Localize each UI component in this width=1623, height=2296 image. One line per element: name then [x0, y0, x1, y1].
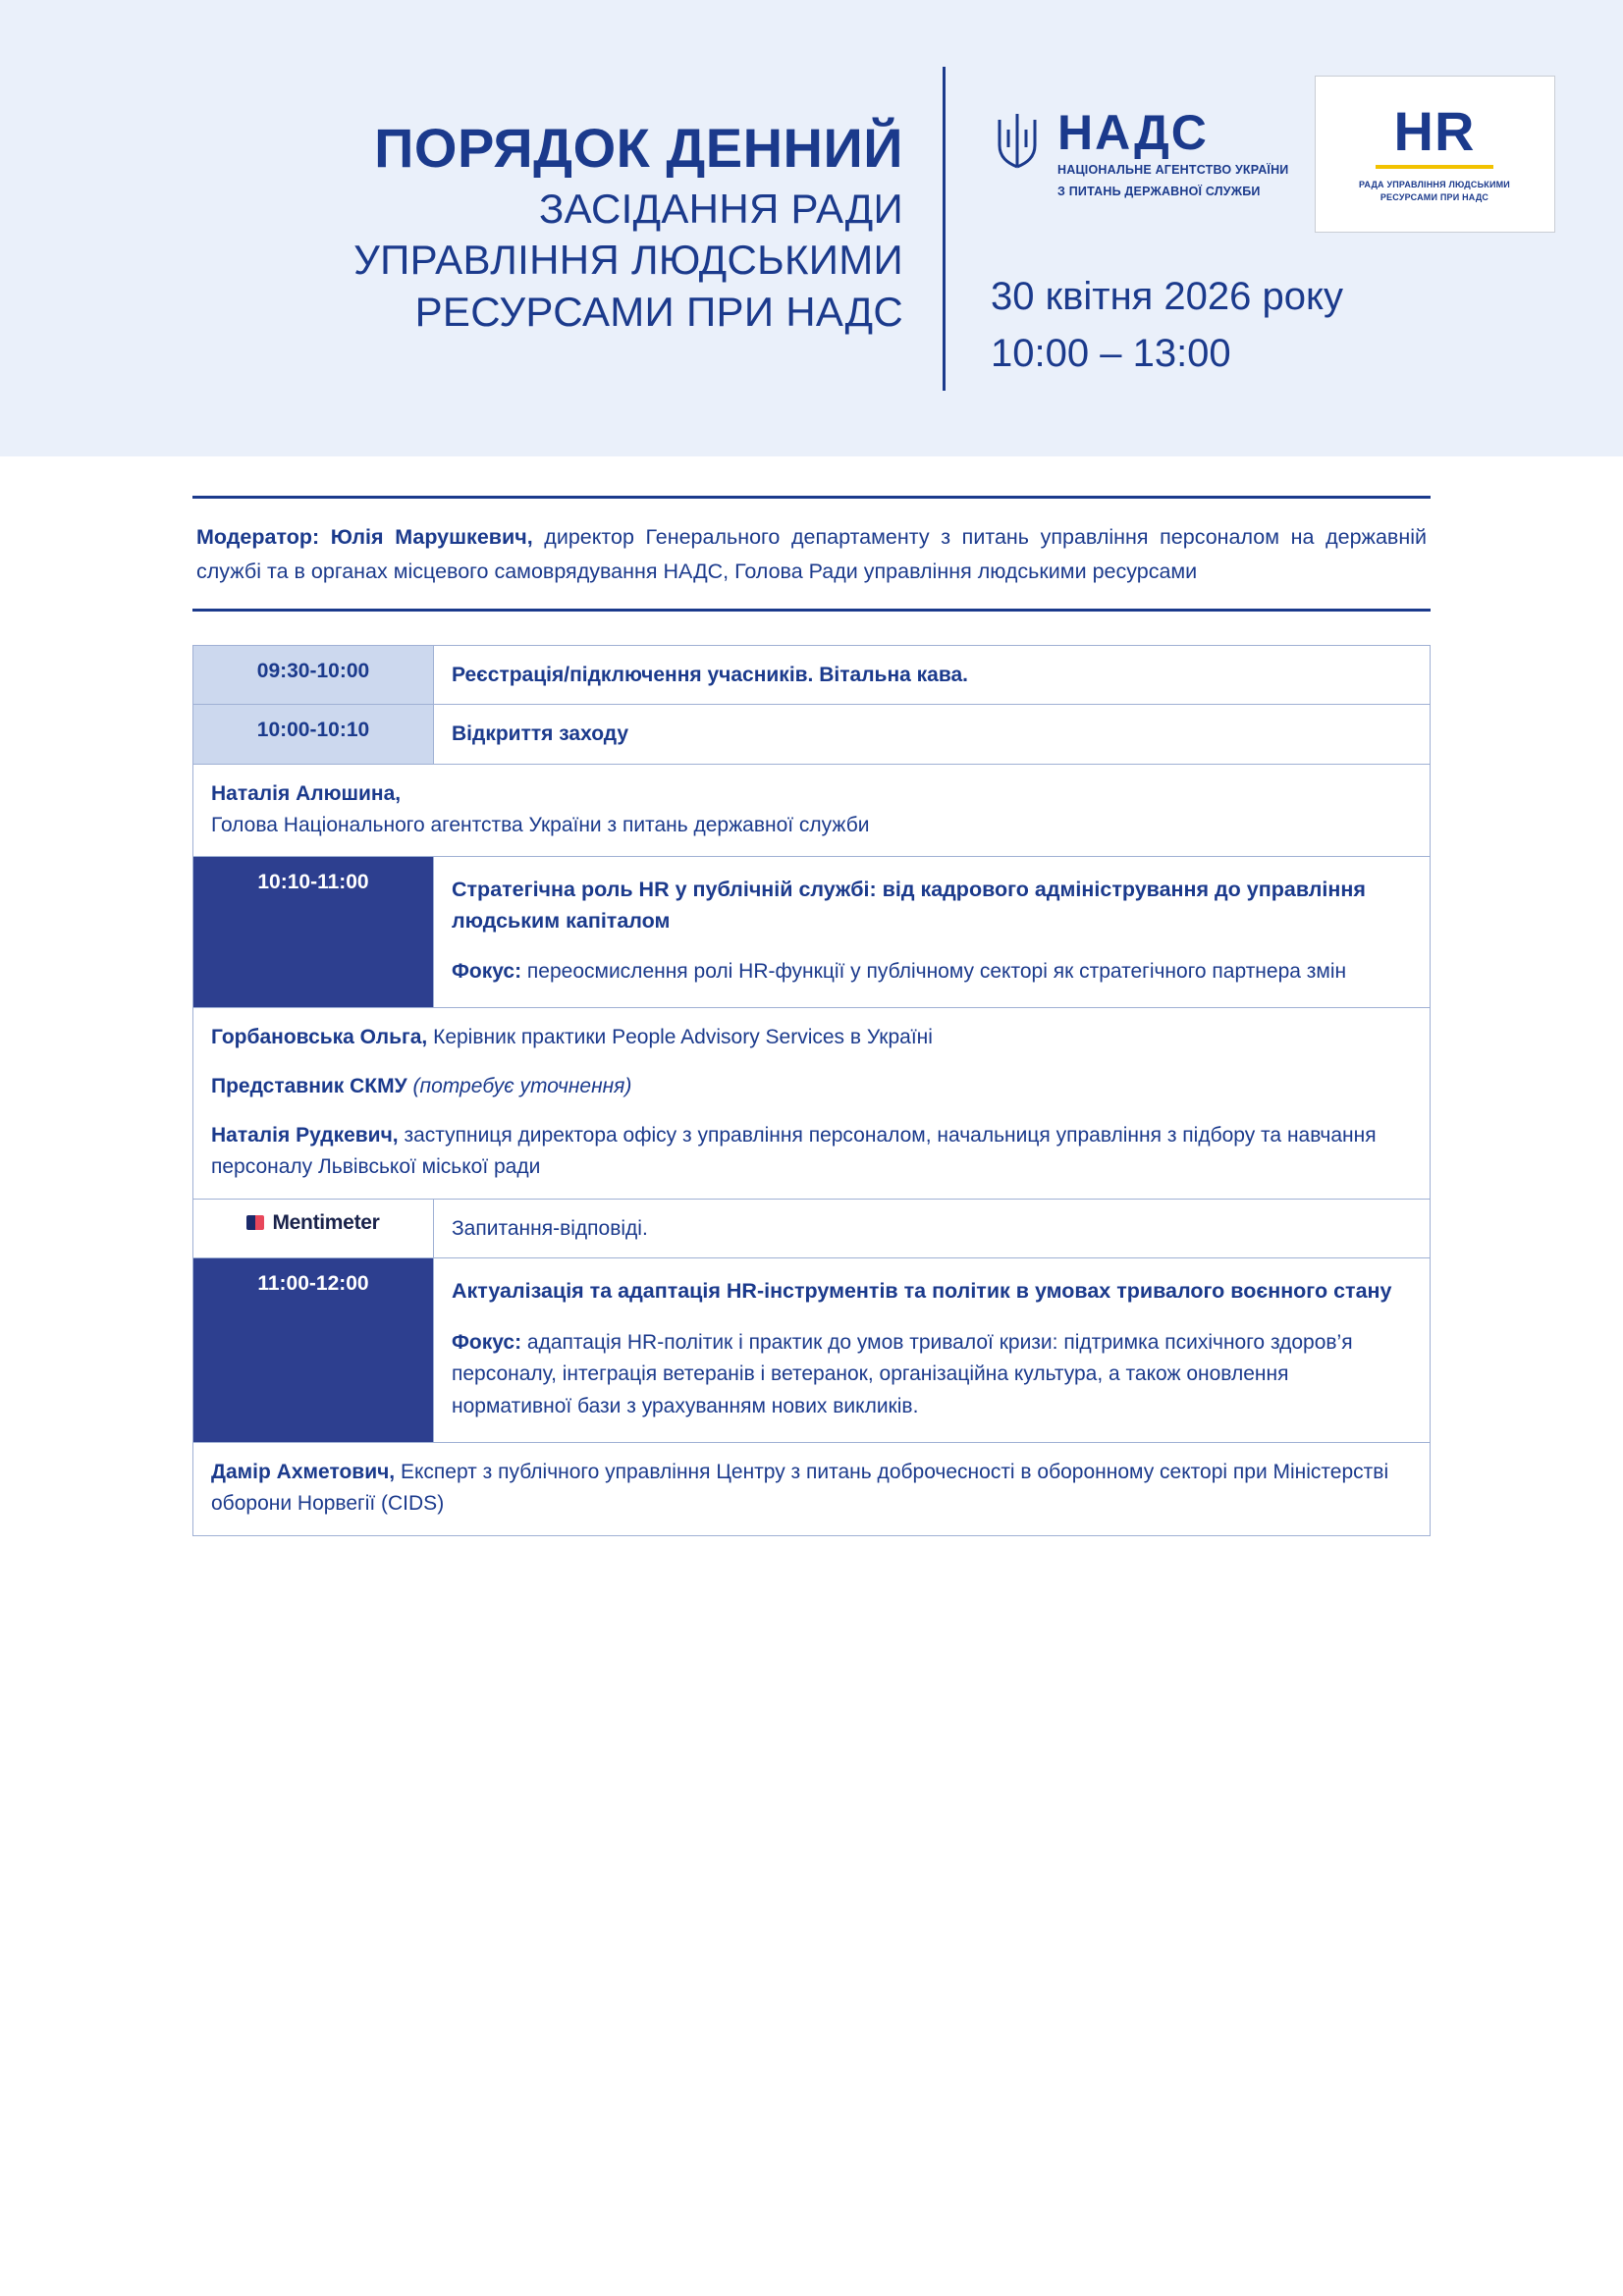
bottom-rule [192, 609, 1431, 612]
table-row [193, 645, 1431, 705]
nads-fullname-line2: З ПИТАНЬ ДЕРЖАВНОЇ СЛУЖБИ [1057, 184, 1261, 198]
hr-logo-sub-line2: РЕСУРСАМИ ПРИ НАДС [1380, 191, 1489, 202]
table-row [193, 1199, 1431, 1258]
table-row [193, 857, 1431, 1008]
agenda-description: Відкриття заходу [434, 705, 1431, 765]
header-inner [0, 67, 1623, 391]
page-subtitle-line2: УПРАВЛІННЯ ЛЮДСЬКИМИ [353, 237, 903, 284]
page-title: ПОРЯДОК ДЕННИЙ [374, 116, 903, 179]
agenda-time: 10:00-10:10 [193, 705, 434, 765]
page-content [0, 456, 1623, 1536]
moderator-block [192, 499, 1431, 609]
page-subtitle-line3: РЕСУРСАМИ ПРИ НАДС [414, 288, 903, 335]
speaker-entry [193, 1443, 1431, 1536]
nads-fullname-line1: НАЦІОНАЛЬНЕ АГЕНТСТВО УКРАЇНИ [1057, 162, 1289, 177]
logo-row [991, 76, 1564, 233]
speaker-name: Представник СКМУ [211, 1075, 407, 1098]
table-row [193, 1443, 1431, 1536]
list-item [211, 1071, 1412, 1102]
hr-logo-sub-line1: РАДА УПРАВЛІННЯ ЛЮДСЬКИМИ [1359, 179, 1510, 189]
table-row [193, 1258, 1431, 1443]
hr-monogram: HR [1393, 99, 1476, 162]
agenda-description: Реєстрація/підключення учасників. Вітальна кава. [434, 645, 1431, 705]
speaker-name: Наталія Рудкевич, [211, 1124, 399, 1148]
nads-logo [991, 104, 1289, 200]
hr-logo-underline [1376, 165, 1493, 169]
agenda-description: Запитання-відповіді. [434, 1199, 1431, 1258]
mentimeter-logo [246, 1211, 379, 1235]
mentimeter-icon [246, 1213, 265, 1232]
speakers-list [193, 1008, 1431, 1200]
moderator-name: Юлія Марушкевич, [330, 525, 533, 549]
topic-focus [452, 956, 1412, 988]
nads-abbreviation: НАДС [1057, 104, 1209, 160]
moderator-label: Модератор: [196, 525, 320, 549]
speaker-name: Наталія Алюшина, [211, 781, 402, 805]
speaker-role: Керівник практики People Advisory Services в Україні [427, 1026, 933, 1049]
event-date: 30 квітня 2026 року [991, 274, 1343, 318]
agenda-time: 11:00-12:00 [193, 1258, 434, 1443]
speaker-name: Дамір Ахметович, [211, 1461, 396, 1484]
agenda-table [192, 645, 1431, 1536]
topic-title: Стратегічна роль HR у публічній службі: від кадрового адміністрування до управління людським капіталом [452, 878, 1366, 933]
hr-council-logo [1315, 76, 1555, 233]
nads-logo-text [1057, 104, 1289, 200]
speaker-role: заступниця директора офісу з управління персоналом, начальниця управління з підбору та навчання персоналу Львівської міської ради [211, 1124, 1377, 1179]
trident-icon [991, 108, 1044, 173]
moderator-role: директор Генерального департаменту з питань управління персоналом на державній службі та в органах місцевого самоврядування НАДС, Голова Ради управління людськими ресурсами [196, 525, 1427, 583]
agenda-topic [434, 857, 1431, 1008]
mentimeter-label: Mentimeter [272, 1210, 380, 1234]
page-header [0, 0, 1623, 456]
focus-text: адаптація HR-політик і практик до умов тривалої кризи: підтримка психічного здоров’я персоналу, інтеграція ветеранів і ветеранок, організаційна культура, а також оновлення нормативної бази з урахуванням нових викликів. [452, 1330, 1353, 1417]
list-item [211, 1022, 1412, 1053]
agenda-time: 10:10-11:00 [193, 857, 434, 1008]
focus-label: Фокус: [452, 959, 522, 983]
mentimeter-cell [193, 1199, 434, 1258]
topic-focus [452, 1327, 1412, 1423]
title-block [0, 116, 943, 338]
speaker-entry [193, 764, 1431, 857]
agenda-time: 09:30-10:00 [193, 645, 434, 705]
page-subtitle-line1: ЗАСІДАННЯ РАДИ [538, 185, 903, 232]
focus-text: переосмислення ролі HR-функції у публічному секторі як стратегічного партнера змін [521, 959, 1347, 983]
speaker-role: Експерт з публічного управління Центру з питань доброчесності в оборонному секторі при Міністерстві оборони Норвегії (CIDS) [211, 1461, 1389, 1516]
table-row [193, 705, 1431, 765]
speaker-name: Горбановська Ольга, [211, 1026, 428, 1049]
speaker-note: (потребує уточнення) [412, 1075, 632, 1098]
focus-label: Фокус: [452, 1330, 522, 1354]
table-row [193, 1008, 1431, 1200]
agenda-topic [434, 1258, 1431, 1443]
speaker-role: Голова Національного агентства України з питань державної служби [211, 813, 870, 836]
list-item [211, 1120, 1412, 1183]
event-time: 10:00 – 13:00 [991, 331, 1231, 375]
topic-title: Актуалізація та адаптація HR-інструментів та політик в умовах тривалого воєнного стану [452, 1279, 1392, 1304]
header-right-block [946, 67, 1564, 391]
table-row [193, 764, 1431, 857]
